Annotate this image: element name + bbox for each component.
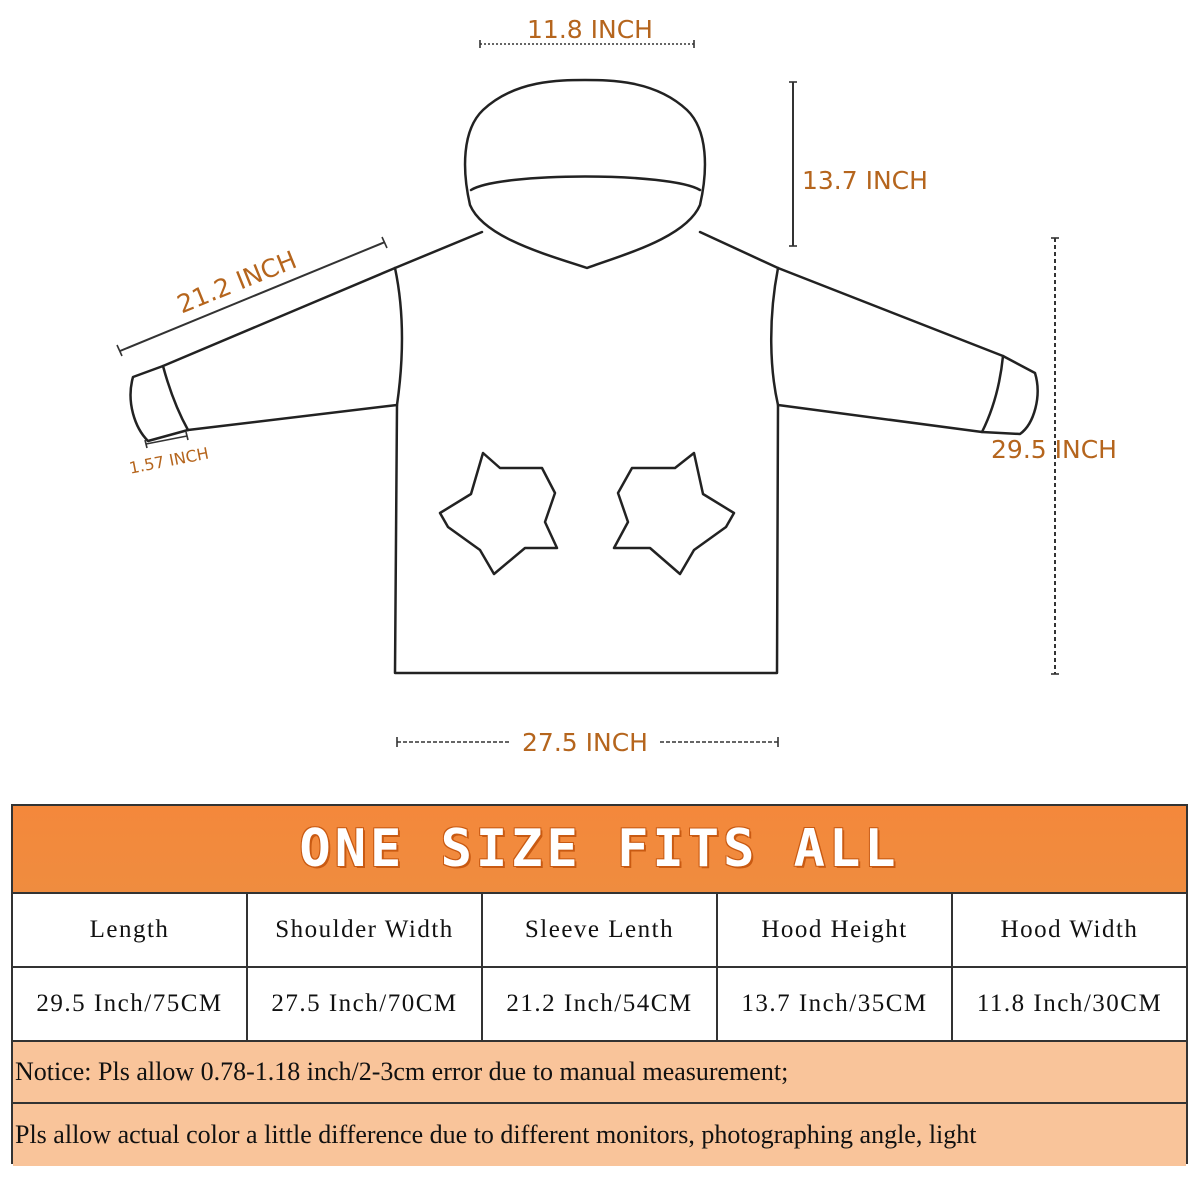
value-shoulder-width: 27.5 Inch/70CM [248,968,483,1040]
value-hood-height: 13.7 Inch/35CM [718,968,953,1040]
hood-inner [471,177,700,191]
sleeve-length-label: 21.2 INCH [172,245,301,320]
header-shoulder-width: Shoulder Width [248,894,483,966]
banner-title: ONE SIZE FITS ALL [299,819,900,879]
shoulder-width-label: 27.5 INCH [522,728,648,757]
table-value-row [13,968,1186,1042]
size-table [11,804,1188,1164]
notice-color: Pls allow actual color a little difference due to different monitors, photographing angle, light [13,1104,1186,1166]
left-shoulder [395,232,482,268]
length-label: 29.5 INCH [991,435,1117,464]
table-header-row [13,894,1186,968]
header-hood-width: Hood Width [1000,916,1139,943]
size-banner [13,806,1186,894]
left-star-pocket [440,453,557,574]
hood-width-label: 11.8 INCH [527,15,653,44]
right-cuff [982,356,1038,434]
value-length: 29.5 Inch/75CM [13,968,248,1040]
right-sleeve [778,268,1003,432]
right-shoulder [700,232,778,268]
value-hood-width: 11.8 Inch/30CM [976,990,1163,1017]
hood-height-label: 13.7 INCH [802,166,928,195]
value-sleeve-length: 21.2 Inch/54CM [483,968,718,1040]
header-sleeve-length: Sleeve Lenth [483,894,718,966]
dimension-lines [117,40,1059,747]
header-hood-height: Hood Height [718,894,953,966]
notice-measurement: Notice: Pls allow 0.78-1.18 inch/2-3cm error due to manual measurement; [13,1042,1186,1104]
left-cuff [131,366,188,441]
right-star-pocket [614,453,734,574]
hood-outer [465,80,705,268]
header-length: Length [13,894,248,966]
hoodie-body [395,268,778,673]
cuff-width-label: 1.57 INCH [127,443,211,478]
